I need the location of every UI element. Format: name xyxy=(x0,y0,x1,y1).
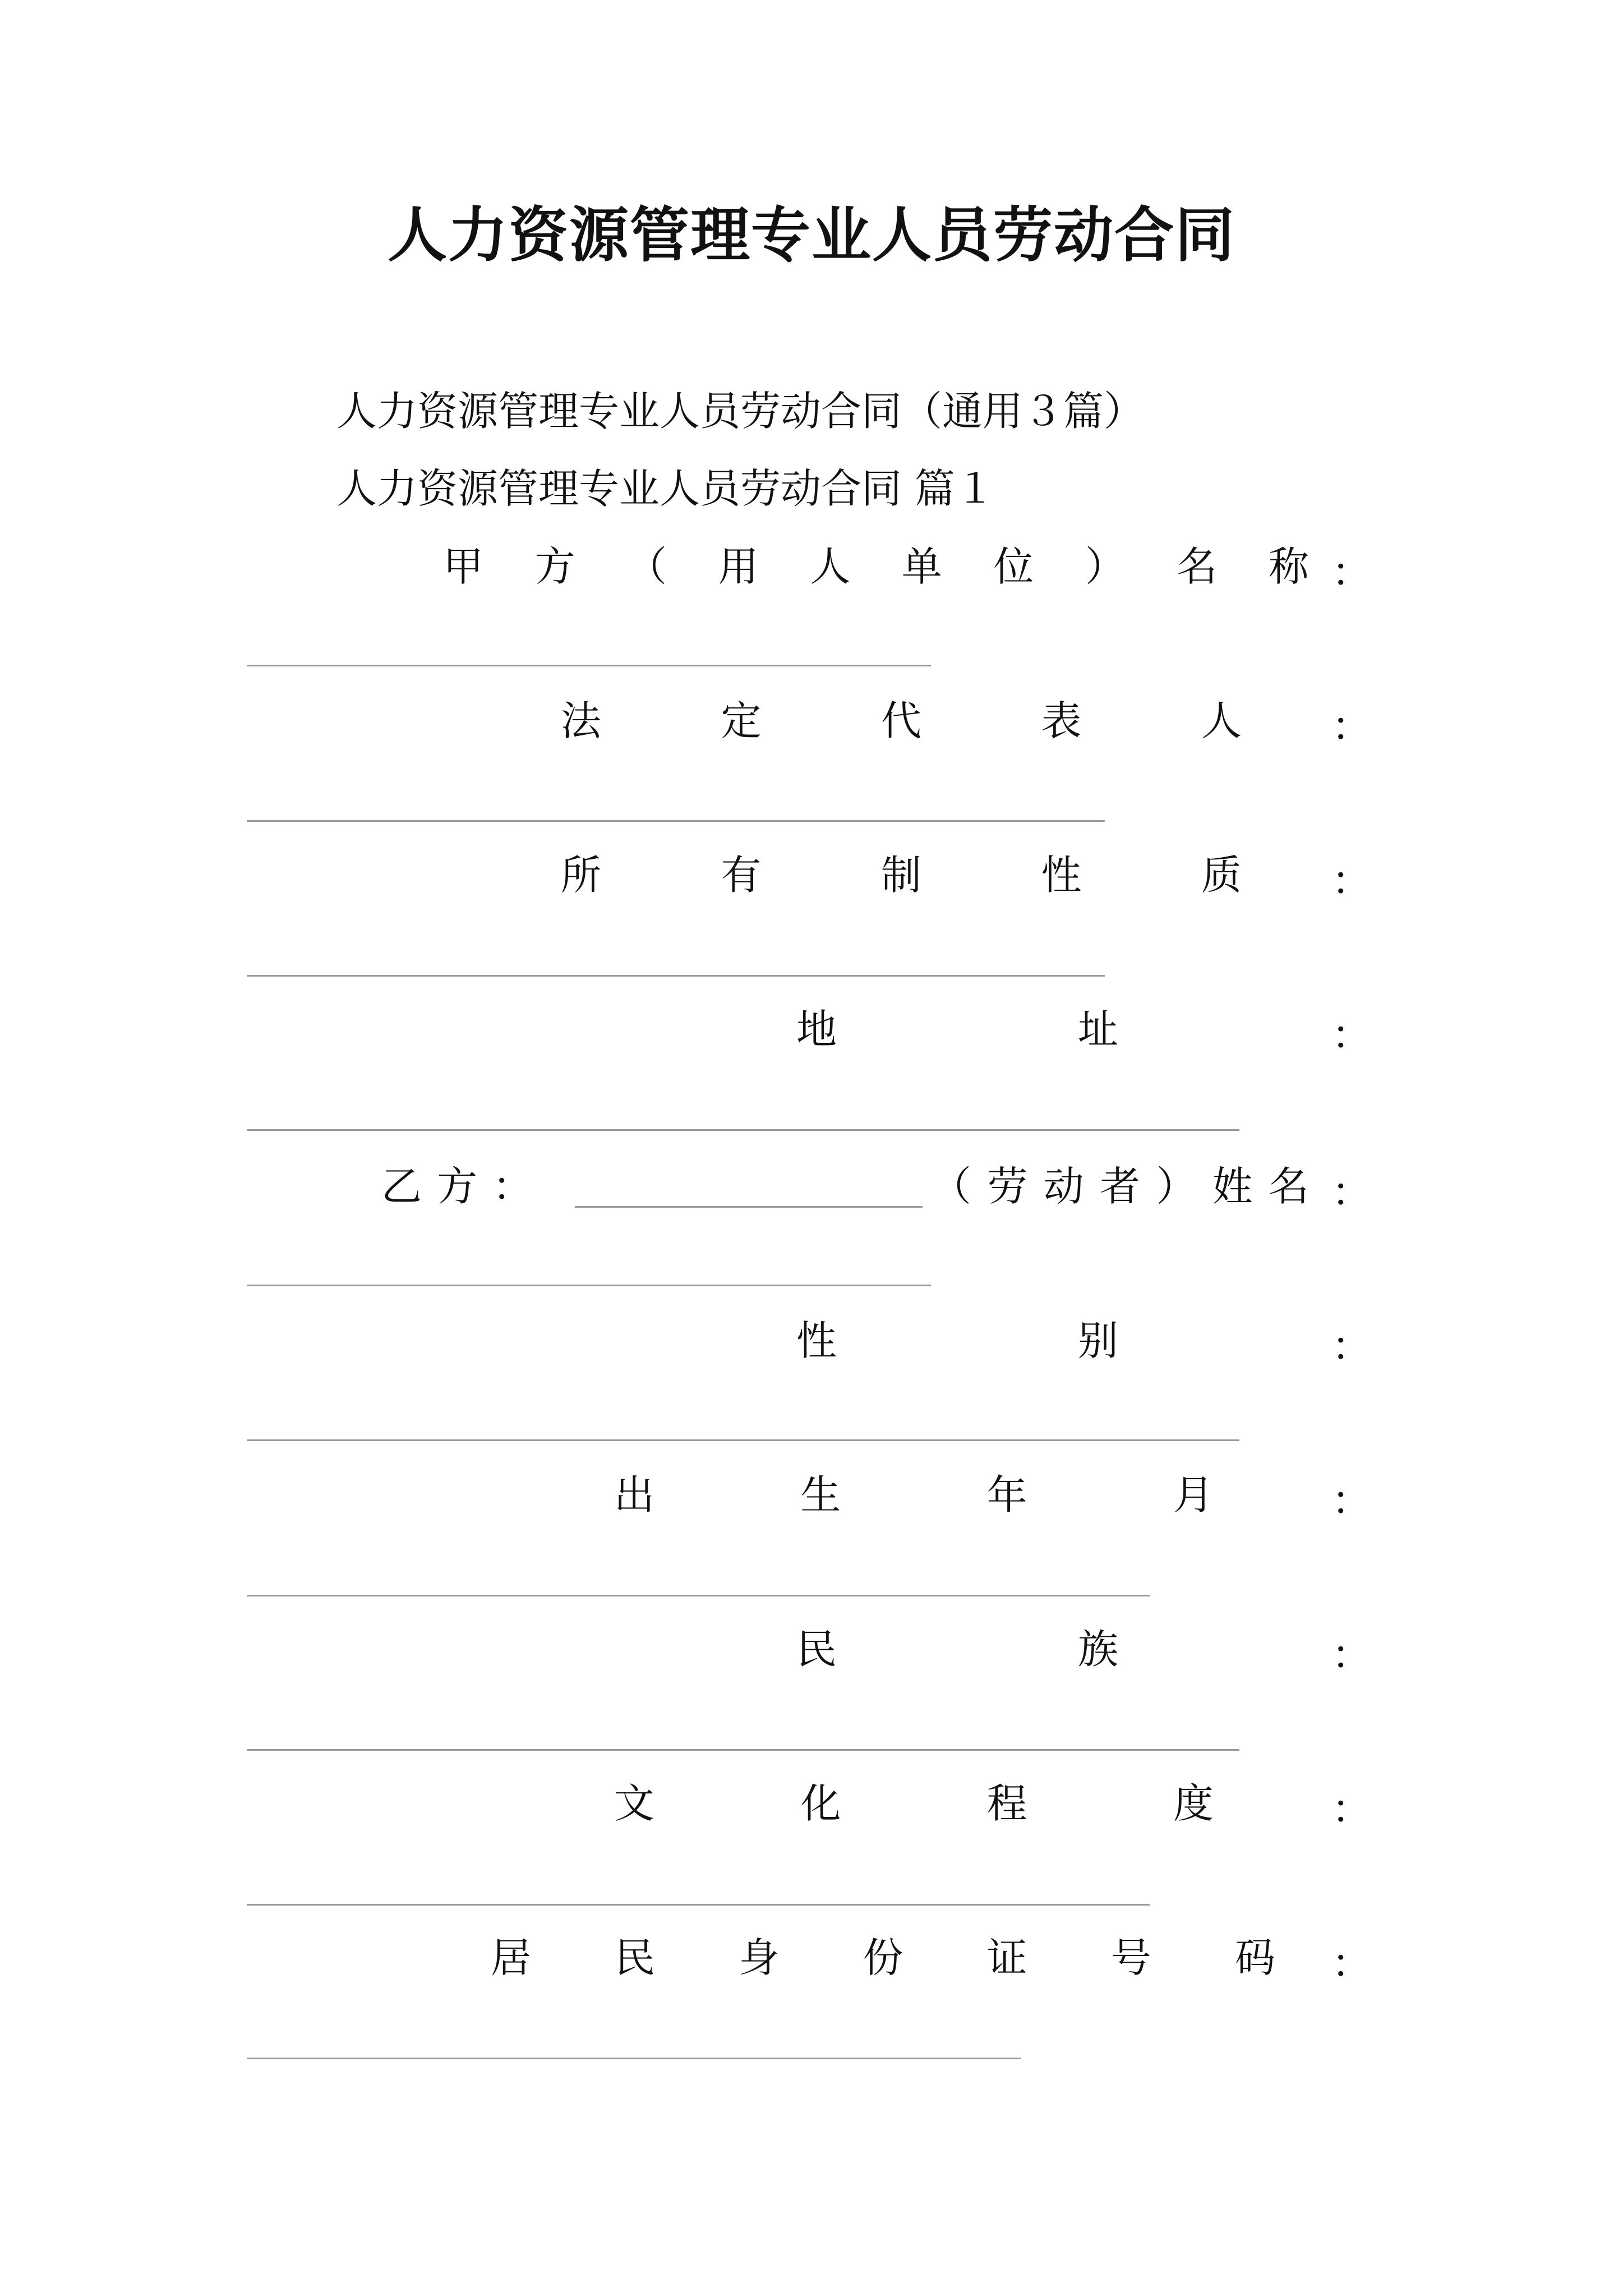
label-character: （ xyxy=(626,543,667,590)
label-character: 者 xyxy=(1099,1163,1140,1210)
label-character: 身 xyxy=(739,1934,780,1981)
label-character: 称 xyxy=(1268,543,1309,590)
address-label xyxy=(796,1004,1118,1055)
label-character: 份 xyxy=(863,1934,903,1981)
label-character: 甲 xyxy=(443,543,484,590)
education-level-colon: ： xyxy=(1331,1786,1372,1833)
label-character: 证 xyxy=(986,1934,1027,1981)
label-character: 民 xyxy=(615,1934,656,1981)
label-character: 文 xyxy=(614,1780,655,1827)
label-character: 定 xyxy=(721,697,762,744)
label-character: 方 xyxy=(534,543,575,590)
gender-label xyxy=(796,1315,1118,1366)
label-character: 号 xyxy=(1110,1934,1151,1981)
birth-date-colon: ： xyxy=(1331,1477,1372,1524)
label-character: 民 xyxy=(796,1626,837,1673)
label-character: 代 xyxy=(880,697,921,744)
section-heading: 人力资源管理专业人员劳动合同 篇１ xyxy=(336,465,995,512)
label-character: 月 xyxy=(1173,1471,1214,1519)
legal-representative-label xyxy=(561,696,1242,746)
birth-date-label xyxy=(614,1470,1214,1520)
label-character: 制 xyxy=(880,852,921,899)
label-character: 表 xyxy=(1041,697,1082,744)
document-subtitle: 人力资源管理专业人员劳动合同（通用３篇） xyxy=(336,388,1145,435)
label-character: 质 xyxy=(1201,852,1242,899)
party-a-name-colon: ： xyxy=(1331,549,1372,596)
label-character: （ xyxy=(931,1163,972,1210)
label-character: 人 xyxy=(1201,697,1242,744)
party-b-name-blank[interactable] xyxy=(575,1206,923,1208)
label-character: 单 xyxy=(901,543,942,590)
gender-blank[interactable] xyxy=(247,1439,1239,1441)
party-b-suffix xyxy=(931,1161,1309,1212)
label-character: 性 xyxy=(1041,852,1082,899)
label-character: ） xyxy=(1156,1163,1197,1210)
legal-representative-blank[interactable] xyxy=(247,820,1105,822)
label-character: 出 xyxy=(614,1471,655,1519)
address-blank[interactable] xyxy=(247,1129,1239,1131)
id-number-colon: ： xyxy=(1331,1940,1372,1987)
label-character: 人 xyxy=(810,543,851,590)
gender-colon: ： xyxy=(1331,1323,1372,1370)
label-character: 位 xyxy=(993,543,1034,590)
label-character: 性 xyxy=(796,1317,837,1364)
label-character: 址 xyxy=(1077,1006,1118,1053)
label-character: 所 xyxy=(561,852,602,899)
party-b-prefix xyxy=(381,1161,533,1212)
label-character: 地 xyxy=(796,1006,837,1053)
party-a-name-label xyxy=(443,541,1309,592)
label-character: 族 xyxy=(1077,1626,1118,1673)
address-colon: ： xyxy=(1331,1011,1372,1059)
label-character: 年 xyxy=(986,1471,1027,1519)
label-character: 居 xyxy=(491,1934,532,1981)
label-character: 动 xyxy=(1043,1163,1084,1210)
label-character: 度 xyxy=(1173,1780,1214,1827)
label-character: 姓 xyxy=(1212,1163,1253,1210)
label-character: 法 xyxy=(561,697,602,744)
label-character: ： xyxy=(492,1163,533,1210)
party-b-name-colon: ： xyxy=(1331,1168,1372,1216)
party-a-name-blank[interactable] xyxy=(247,665,931,666)
label-character: 有 xyxy=(721,852,762,899)
label-character: 方 xyxy=(436,1163,477,1210)
label-character: 名 xyxy=(1268,1163,1309,1210)
id-number-label xyxy=(491,1932,1275,1983)
label-character: 用 xyxy=(718,543,759,590)
birth-date-blank[interactable] xyxy=(247,1595,1150,1596)
label-character: 程 xyxy=(986,1780,1027,1827)
label-character: 别 xyxy=(1077,1317,1118,1364)
ethnicity-blank[interactable] xyxy=(247,1749,1239,1751)
label-character: 生 xyxy=(800,1471,841,1519)
label-character: 劳 xyxy=(987,1163,1028,1210)
ethnicity-label xyxy=(796,1624,1118,1674)
education-level-label xyxy=(614,1778,1214,1829)
ownership-nature-colon: ： xyxy=(1331,857,1372,904)
id-number-blank[interactable] xyxy=(247,2058,1021,2059)
education-level-blank[interactable] xyxy=(247,1904,1150,1906)
label-character: ） xyxy=(1085,543,1126,590)
document-title: 人力资源管理专业人员劳动合同 xyxy=(388,200,1235,270)
label-character: 化 xyxy=(800,1780,841,1827)
label-character: 名 xyxy=(1177,543,1218,590)
ownership-nature-blank[interactable] xyxy=(247,975,1105,977)
ethnicity-colon: ： xyxy=(1331,1631,1372,1678)
ownership-nature-label xyxy=(561,850,1242,900)
label-character: 乙 xyxy=(381,1163,422,1210)
label-character: 码 xyxy=(1234,1934,1275,1981)
party-b-name-line[interactable] xyxy=(247,1285,931,1286)
legal-representative-colon: ： xyxy=(1331,703,1372,750)
